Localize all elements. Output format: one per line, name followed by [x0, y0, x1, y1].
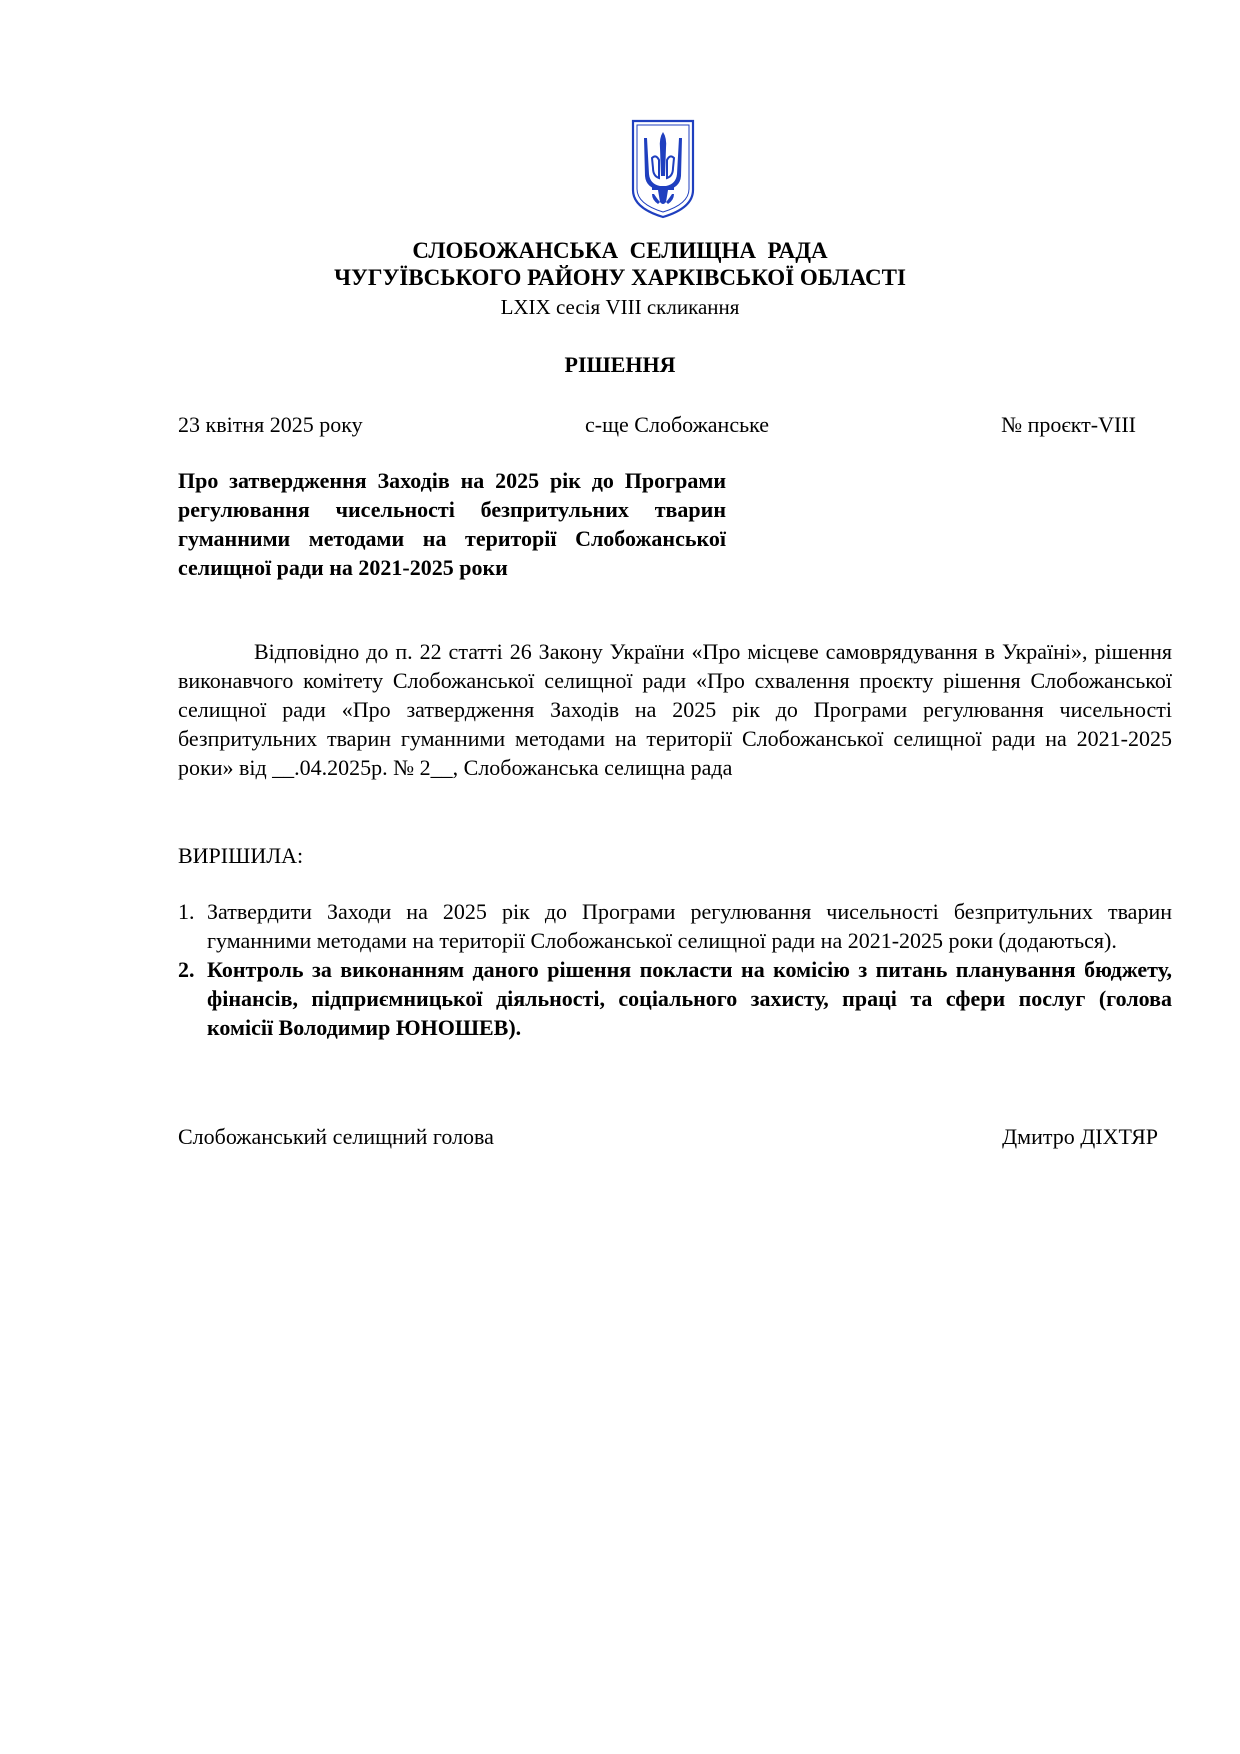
resolved-label: ВИРІШИЛА:	[178, 843, 304, 868]
list-item	[178, 955, 1172, 1042]
item-number: 2.	[178, 957, 195, 982]
document-number: № проєкт-VIII	[1001, 412, 1136, 437]
decision-items-list	[178, 897, 1172, 1042]
preamble-paragraph: Відповідно до п. 22 статті 26 Закону України «Про місцеве самоврядування в Україні», рішення виконавчого комітету Слобожанської селищної ради «Про схвалення проєкту рішення Слобожанської селищної ради «Про затвердження Заходів на 2025 рік до Програми регулювання чисельності безпритульних тварин гуманними методами на території Слобожанської селищної ради на 2021-2025 роки» від __.04.2025р. № 2__, Слобожанська селищна рада	[178, 639, 1172, 780]
item-text: Затвердити Заходи на 2025 рік до Програми регулювання чисельності безпритульних тварин гуманними методами на території Слобожанської селищної ради на 2021-2025 роки (додаються).	[207, 899, 1172, 953]
document-type-title: РІШЕННЯ	[564, 352, 676, 377]
item-number: 1.	[178, 899, 195, 924]
district-region: ЧУГУЇВСЬКОГО РАЙОНУ ХАРКІВСЬКОЇ ОБЛАСТІ	[334, 265, 906, 290]
document-date: 23 квітня 2025 року	[178, 412, 363, 437]
session-info: LXIX сесія VIII скликання	[500, 295, 740, 319]
document-subject: Про затвердження Заходів на 2025 рік до Програми регулювання чисельності безпритульних тварин гуманними методами на території Слобожанської селищної ради на 2021-2025 роки	[178, 468, 726, 580]
item-text: Контроль за виконанням даного рішення покласти на комісію з питань планування бюджету, фінансів, підприємницької діяльності, соціального захисту, праці та сфери послуг (голова комісії Володимир ЮНОШЕВ).	[207, 957, 1172, 1040]
council-name: СЛОБОЖАНСЬКА СЕЛИЩНА РАДА	[412, 238, 828, 263]
signatory-name: Дмитро ДІХТЯР	[1002, 1124, 1158, 1149]
document-place: с-ще Слобожанське	[585, 412, 770, 437]
signatory-position: Слобожанський селищний голова	[178, 1124, 494, 1149]
signature-block	[178, 1122, 1158, 1152]
list-item	[178, 897, 1172, 955]
document-meta-row	[178, 410, 1136, 440]
ukraine-trident-icon	[630, 118, 696, 220]
